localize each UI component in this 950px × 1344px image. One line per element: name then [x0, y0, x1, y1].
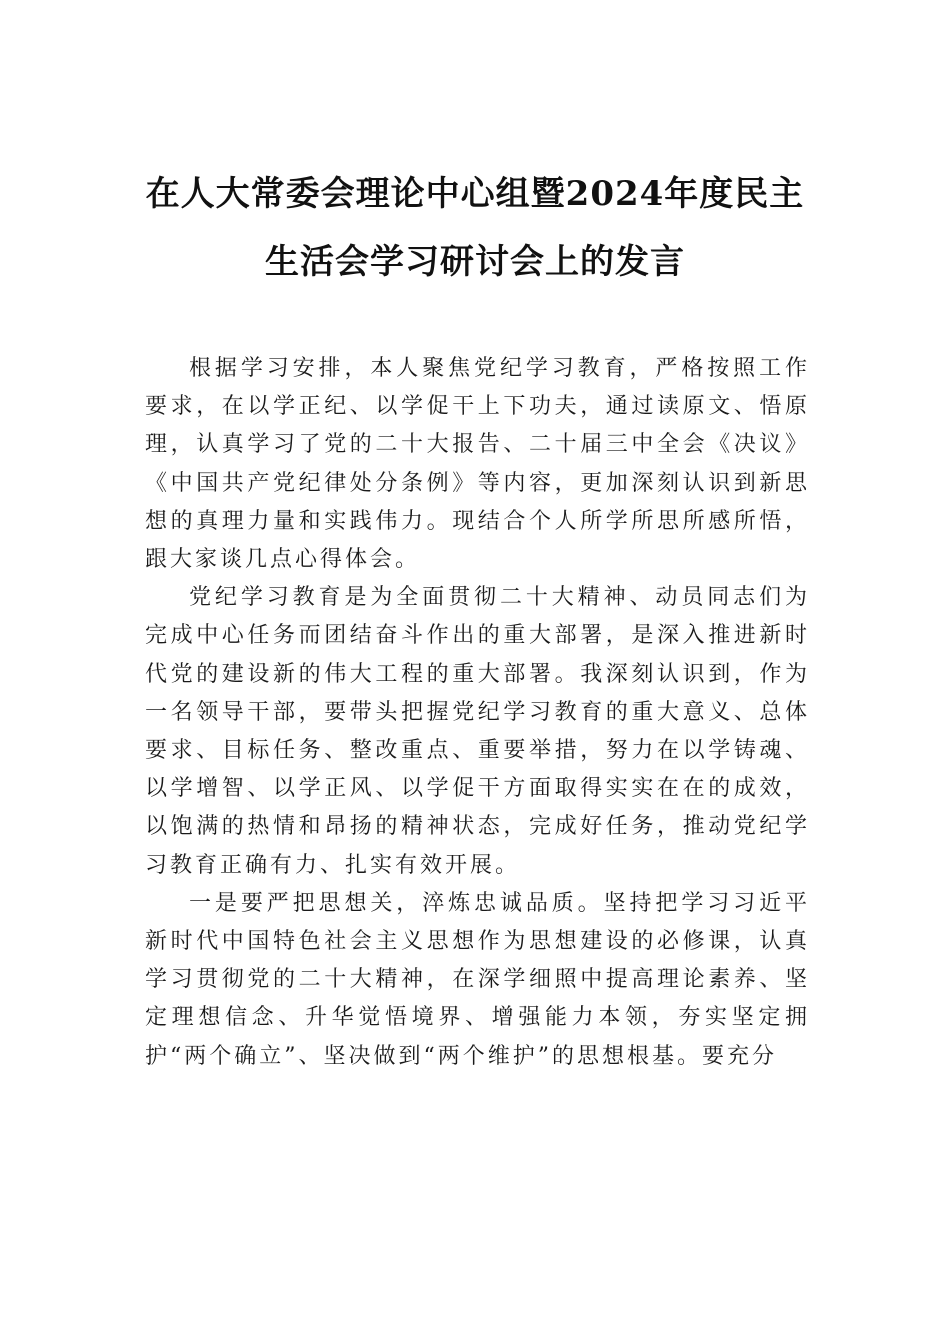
document-title-line-1: 在人大常委会理论中心组暨2024年度民主 — [145, 174, 805, 214]
body-paragraph-2: 党纪学习教育是为全面贯彻二十大精神、动员同志们为完成中心任务而团结奋斗作出的重大部署，是深入推进新时代党的建设新的伟大工程的重大部署。我深刻认识到，作为一名领导干部，要带头把握党纪学习教育的重大意义、总体要求、目标任务、整改重点、重要举措，努力在以学铸魂、以学增智、以学正风、以学促干方面取得实实在在的成效，以饱满的热情和昂扬的精神状态，完成好任务，推动党纪学习教育正确有力、扎实有效开展。 — [145, 585, 810, 878]
document-body — [145, 350, 810, 1076]
document-title-line-2: 生活会学习研讨会上的发言 — [265, 242, 685, 282]
body-paragraph-3: 一是要严把思想关，淬炼忠诚品质。坚持把学习习近平新时代中国特色社会主义思想作为思想建设的必修课，认真学习贯彻党的二十大精神，在深学细照中提高理论素养、坚定理想信念、升华觉悟境界、增强能力本领，夯实坚定拥护“两个确立”、坚决做到“两个维护”的思想根基。要充分 — [145, 890, 810, 1069]
body-paragraph-1: 根据学习安排，本人聚焦党纪学习教育，严格按照工作要求，在以学正纪、以学促干上下功夫，通过读原文、悟原理，认真学习了党的二十大报告、二十届三中全会《决议》《中国共产党纪律处分条例》等内容，更加深刻认识到新思想的真理力量和实践伟力。现结合个人所学所思所感所悟，跟大家谈几点心得体会。 — [145, 356, 810, 573]
